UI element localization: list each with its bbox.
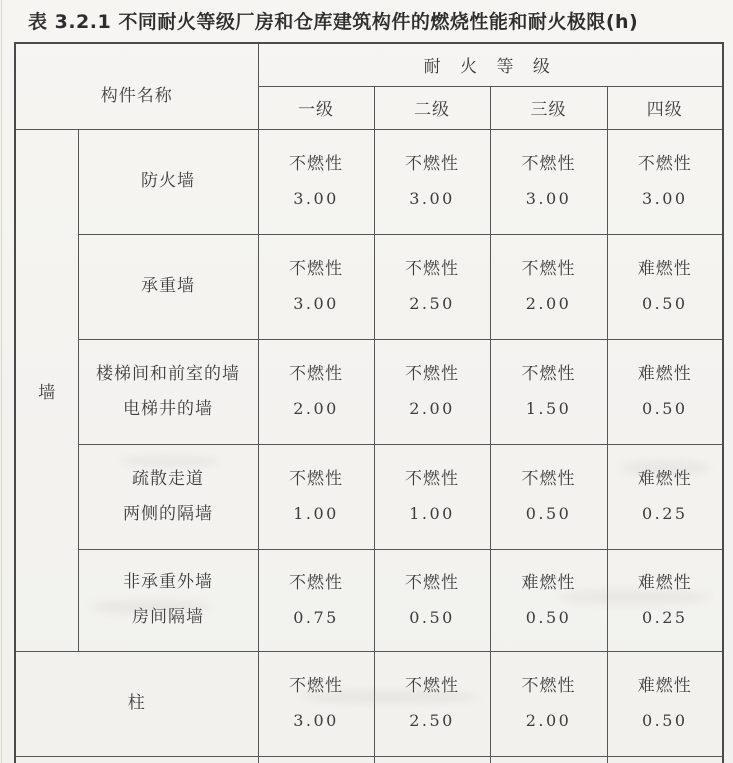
- empty-cell: [607, 756, 723, 763]
- combustibility: 不燃性: [637, 154, 692, 174]
- fire-limit-hours: 2.00: [525, 294, 572, 313]
- header-component-name: 构件名称: [15, 43, 258, 129]
- component-name-line: 楼梯间和前室的墙: [96, 363, 240, 384]
- rating-cell: [490, 129, 607, 234]
- combustibility: 不燃性: [289, 364, 343, 384]
- combustibility: 不燃性: [289, 154, 343, 174]
- rating-cell: [490, 651, 607, 756]
- row-group-wall: 墙: [15, 129, 78, 651]
- component-name-cell: [78, 444, 258, 549]
- table-row: [15, 444, 723, 549]
- component-name-cell: [78, 549, 258, 651]
- fire-limit-hours: 0.25: [641, 607, 688, 627]
- combustibility: 不燃性: [521, 364, 576, 384]
- rating-cell: [258, 651, 374, 756]
- combustibility: 难燃性: [637, 676, 692, 696]
- fire-limit-hours: 1.50: [525, 399, 572, 418]
- fire-limit-hours: 3.00: [641, 189, 688, 208]
- fire-limit-hours: 1.00: [293, 504, 339, 523]
- empty-cell: [490, 756, 607, 763]
- combustibility: 不燃性: [521, 259, 576, 279]
- rating-cell: [490, 234, 607, 339]
- combustibility: 不燃性: [405, 572, 459, 593]
- combustibility: 不燃性: [405, 259, 459, 279]
- component-name-cell: [78, 339, 258, 444]
- fire-limit-hours: 1.00: [409, 504, 455, 523]
- rating-cell: [258, 444, 374, 549]
- rating-cell: [374, 339, 490, 444]
- fire-limit-hours: 0.50: [525, 607, 572, 627]
- table-title: 表 3.2.1 不同耐火等级厂房和仓库建筑构件的燃烧性能和耐火极限(h): [28, 11, 639, 33]
- component-name-line: 非承重外墙: [123, 572, 213, 592]
- component-name-cell: [78, 129, 258, 234]
- combustibility: 难燃性: [521, 572, 576, 593]
- header-grade-1: 一级: [258, 86, 374, 129]
- empty-cell: [374, 756, 490, 763]
- fire-limit-hours: 0.50: [641, 294, 688, 313]
- fire-limit-hours: 3.00: [293, 294, 339, 313]
- component-name-line: 电梯井的墙: [123, 398, 213, 419]
- table-row: [15, 234, 723, 339]
- rating-cell: [490, 339, 607, 444]
- table-row: [15, 549, 723, 651]
- combustibility: 不燃性: [405, 469, 459, 489]
- table-row: [15, 129, 723, 234]
- header-grade-3: 三级: [490, 86, 607, 129]
- fire-limit-hours: 3.00: [293, 711, 339, 730]
- combustibility: 不燃性: [521, 469, 576, 489]
- fire-limit-hours: 3.00: [525, 189, 572, 208]
- combustibility: 不燃性: [405, 676, 459, 696]
- fire-limit-hours: 3.00: [409, 189, 455, 208]
- combustibility: 难燃性: [637, 469, 692, 489]
- combustibility: 难燃性: [637, 259, 692, 279]
- rating-cell: [374, 234, 490, 339]
- rating-cell: [607, 129, 723, 234]
- header-grade-2: 二级: [374, 86, 490, 129]
- combustibility: 不燃性: [289, 469, 343, 489]
- fire-limit-hours: 0.50: [641, 711, 688, 730]
- fire-limit-hours: 0.75: [293, 607, 339, 627]
- table-row: [15, 339, 723, 444]
- empty-cell: [258, 756, 374, 763]
- rating-cell: [258, 234, 374, 339]
- header-row-group: [15, 43, 723, 86]
- combustibility: 不燃性: [405, 154, 459, 174]
- rating-cell: [607, 234, 723, 339]
- fire-limit-hours: 3.00: [293, 189, 339, 208]
- fire-limit-hours: 2.50: [409, 711, 455, 730]
- combustibility: 难燃性: [637, 364, 692, 384]
- fire-limit-hours: 0.25: [641, 504, 688, 523]
- fire-limit-hours: 2.00: [293, 399, 339, 418]
- component-name-line: 房间隔墙: [132, 607, 204, 627]
- empty-cell: [15, 756, 258, 763]
- rating-cell: [374, 549, 490, 651]
- component-name-line: 承重墙: [141, 276, 195, 296]
- combustibility: 难燃性: [637, 572, 692, 593]
- rating-cell: [374, 129, 490, 234]
- component-name-line: 疏散走道: [132, 468, 204, 489]
- combustibility: 不燃性: [521, 154, 576, 174]
- fire-limit-hours: 0.50: [641, 399, 688, 418]
- component-name-line: 柱: [127, 693, 146, 713]
- rating-cell: [258, 339, 374, 444]
- combustibility: 不燃性: [289, 676, 343, 696]
- fire-limit-hours: 0.50: [525, 504, 572, 523]
- rating-cell: [258, 129, 374, 234]
- rating-cell: [258, 549, 374, 651]
- page-scan-edge: [1, 0, 2, 763]
- fire-limit-hours: 2.00: [409, 399, 455, 418]
- rating-cell: [374, 444, 490, 549]
- rating-cell: [490, 444, 607, 549]
- fire-limit-hours: 0.50: [409, 607, 455, 627]
- component-name-line: 两侧的隔墙: [123, 503, 213, 524]
- rating-cell: [607, 444, 723, 549]
- fire-limit-hours: 2.00: [525, 711, 572, 730]
- rating-cell: [607, 651, 723, 756]
- component-name-line: 防火墙: [141, 171, 195, 191]
- combustibility: 不燃性: [289, 572, 343, 593]
- rating-cell: [607, 339, 723, 444]
- rating-cell: [374, 651, 490, 756]
- fire-resistance-table: [14, 42, 724, 763]
- table-row: [15, 651, 723, 756]
- rating-cell: [490, 549, 607, 651]
- combustibility: 不燃性: [289, 259, 343, 279]
- component-name-cell: [15, 651, 258, 756]
- table-row-clipped: [15, 756, 723, 763]
- component-name-cell: [78, 234, 258, 339]
- rating-cell: [607, 549, 723, 651]
- header-grade-4: 四级: [607, 86, 723, 129]
- combustibility: 不燃性: [521, 676, 576, 696]
- header-fire-rating-group: 耐 火 等 级: [258, 43, 723, 86]
- combustibility: 不燃性: [405, 364, 459, 384]
- fire-limit-hours: 2.50: [409, 294, 455, 313]
